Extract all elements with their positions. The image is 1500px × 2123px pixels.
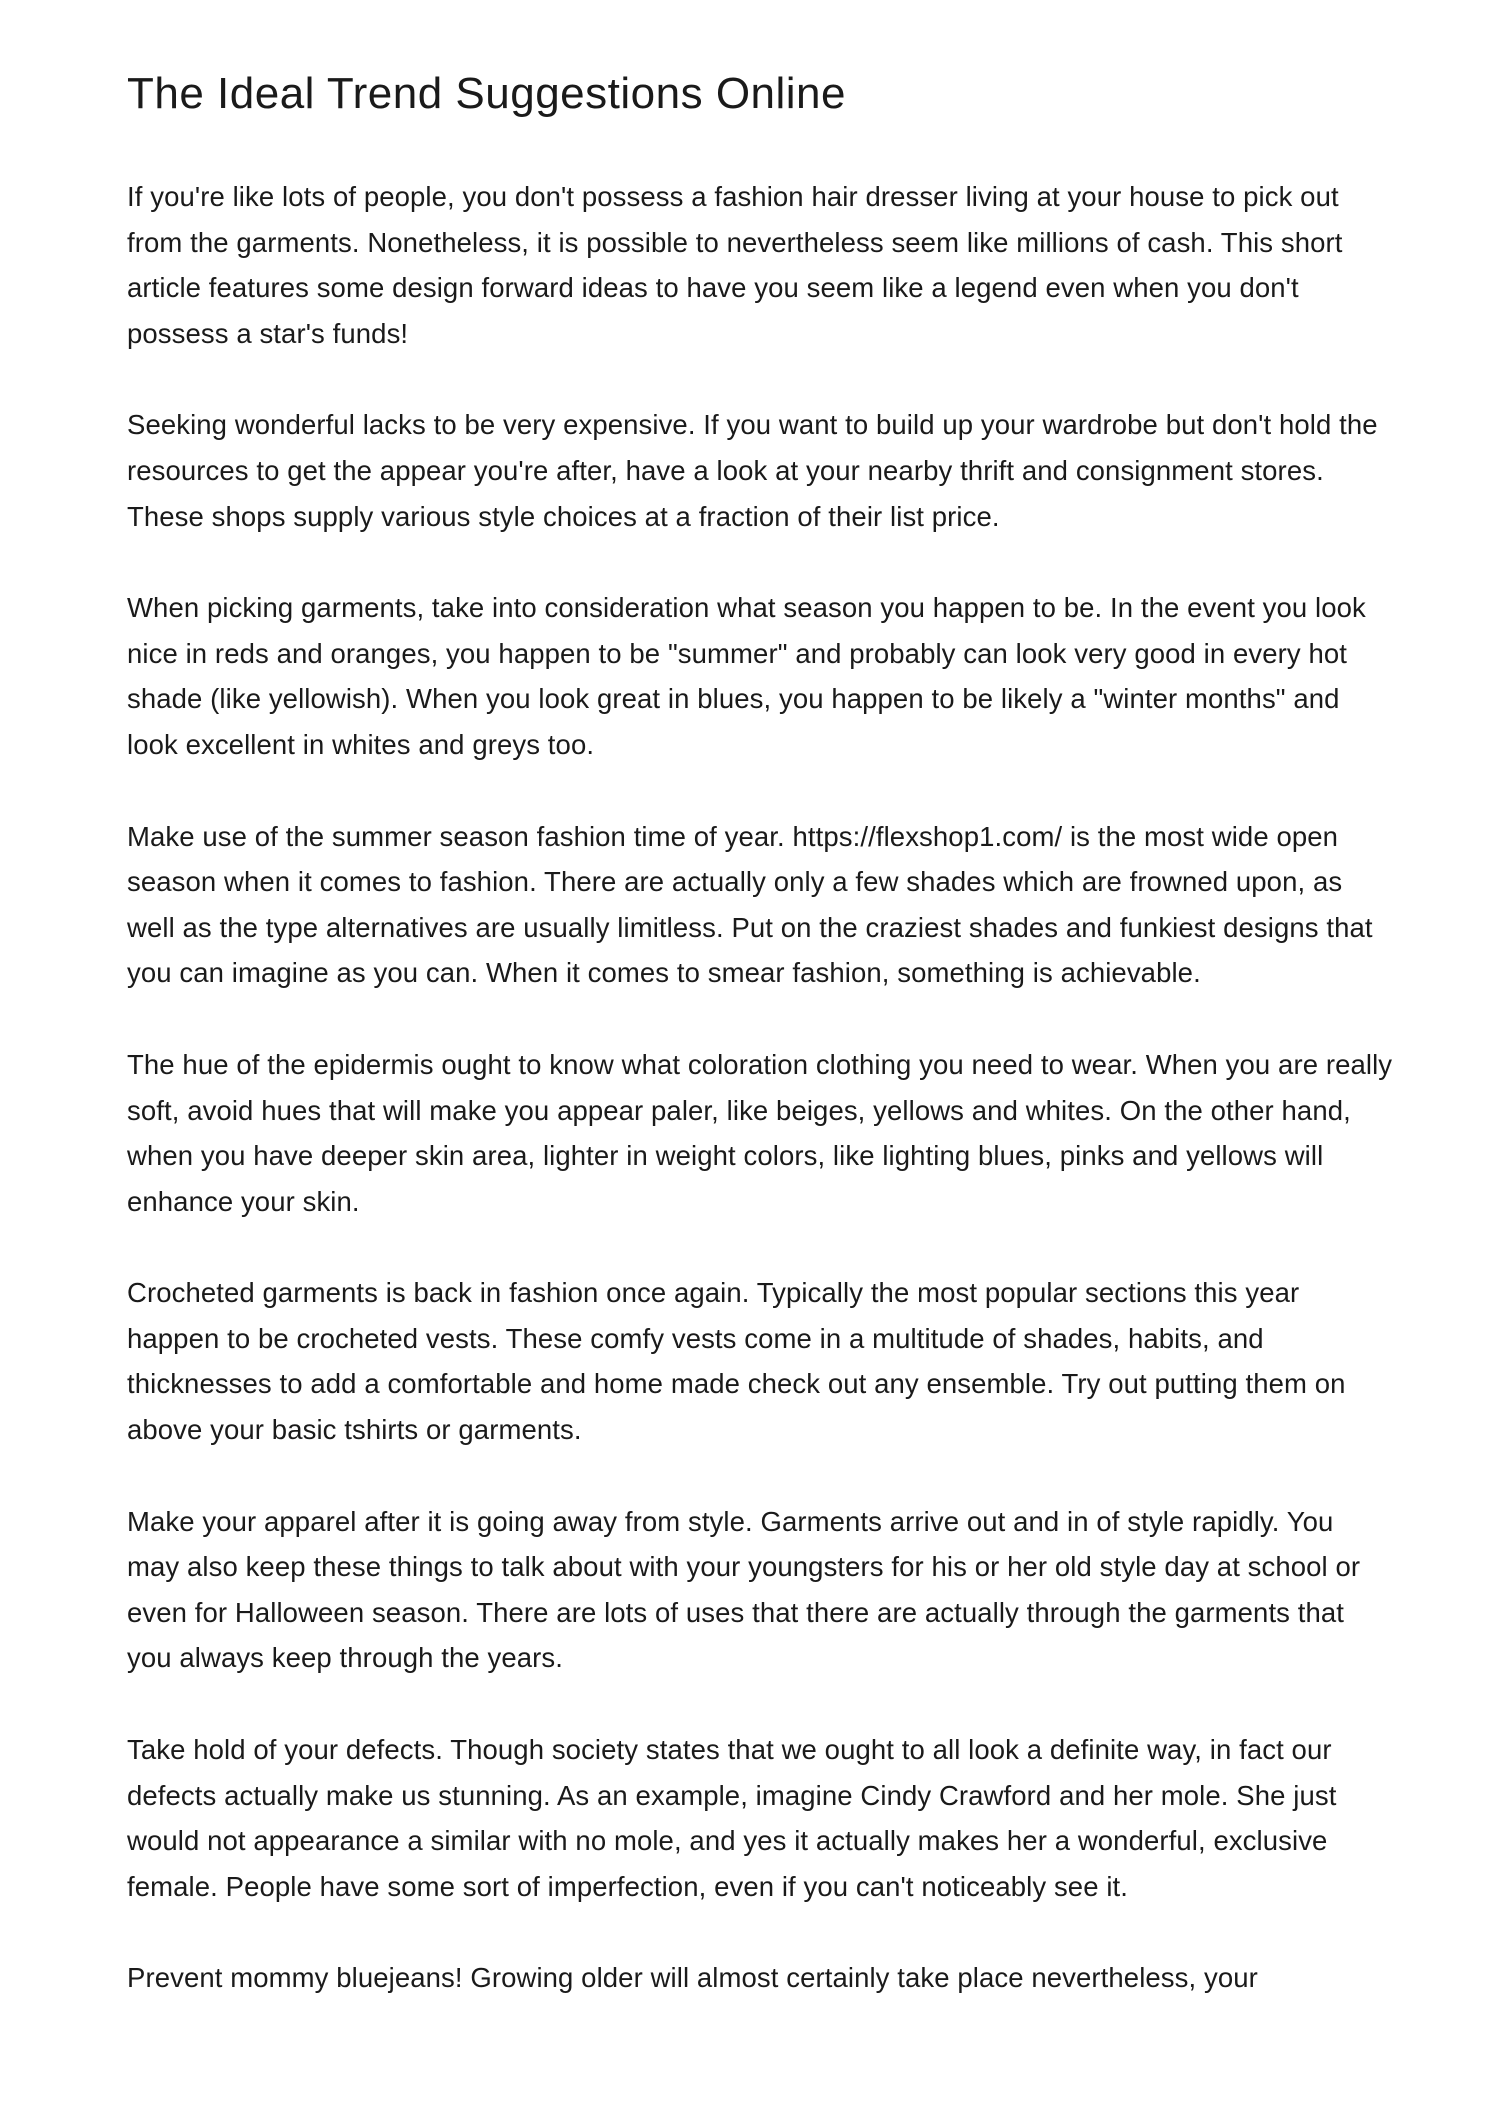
paragraph-5: The hue of the epidermis ought to know what coloration clothing you need to wear. When you are really soft, avoid hues that will make you appear paler, like beiges, yellows and whites. On the other hand, when you have deeper skin area, lighter in weight colors, like lighting blues, pinks and yellows will enhance your skin. <box>127 1048 1393 1217</box>
paragraph-2: Seeking wonderful lacks to be very expensive. If you want to build up your wardrobe but don't hold the resources to get the appear you're after, have a look at your nearby thrift and consignment stores. These shops supply various style choices at a fraction of their list price. <box>127 409 1378 532</box>
document-title: The Ideal Trend Suggestions Online <box>127 69 847 118</box>
paragraph-1: If you're like lots of people, you don't possess a fashion hair dresser living at your house to pick out from the garments. Nonetheless, it is possible to nevertheless seem like millions of cash. This short article features some design forward ideas to have you seem like a legend even when you don't possess a star's funds! <box>127 181 1343 349</box>
paragraph-6: Crocheted garments is back in fashion once again. Typically the most popular sections this year happen to be crocheted vests. These comfy vests come in a multitude of shades, habits, and thicknesses to add a comfortable and home made check out any ensemble. Try out putting them on above your basic tshirts or garments. <box>127 1277 1346 1446</box>
paragraph-3: When picking garments, take into consideration what season you happen to be. In the event you look nice in reds and oranges, you happen to be "summer" and probably can look very good in every hot shade (like yellowish). When you look great in blues, you happen to be likely a "winter months" and look excellent in whites and greys too. <box>127 592 1366 760</box>
paragraph-8: Take hold of your defects. Though society states that we ought to all look a definite way, in fact our defects actually make us stunning. As an example, imagine Cindy Crawford and her mole. She just would not appearance a similar with no mole, and yes it actually makes her a wonderful, exclusive female. People have some sort of imperfection, even if you can't noticeably see it. <box>127 1734 1337 1902</box>
paragraph-9: Prevent mommy bluejeans! Growing older will almost certainly take place nevertheless, your <box>127 1962 1258 1994</box>
paragraph-4: Make use of the summer season fashion time of year. https://flexshop1.com/ is the most wide open season when it comes to fashion. There are actually only a few shades which are frowned upon, as well as the type alternatives are usually limitless. Put on the craziest shades and funkiest designs that you can imagine as you can. When it comes to smear fashion, something is achievable. <box>127 820 1373 989</box>
document-page <box>127 0 1393 2047</box>
paragraph-7: Make your apparel after it is going away from style. Garments arrive out and in of style rapidly. You may also keep these things to talk about with your youngsters for his or her old style day at school or even for Halloween season. There are lots of uses that there are actually through the garments that you always keep through the years. <box>127 1505 1361 1674</box>
document-body <box>127 174 1393 2001</box>
